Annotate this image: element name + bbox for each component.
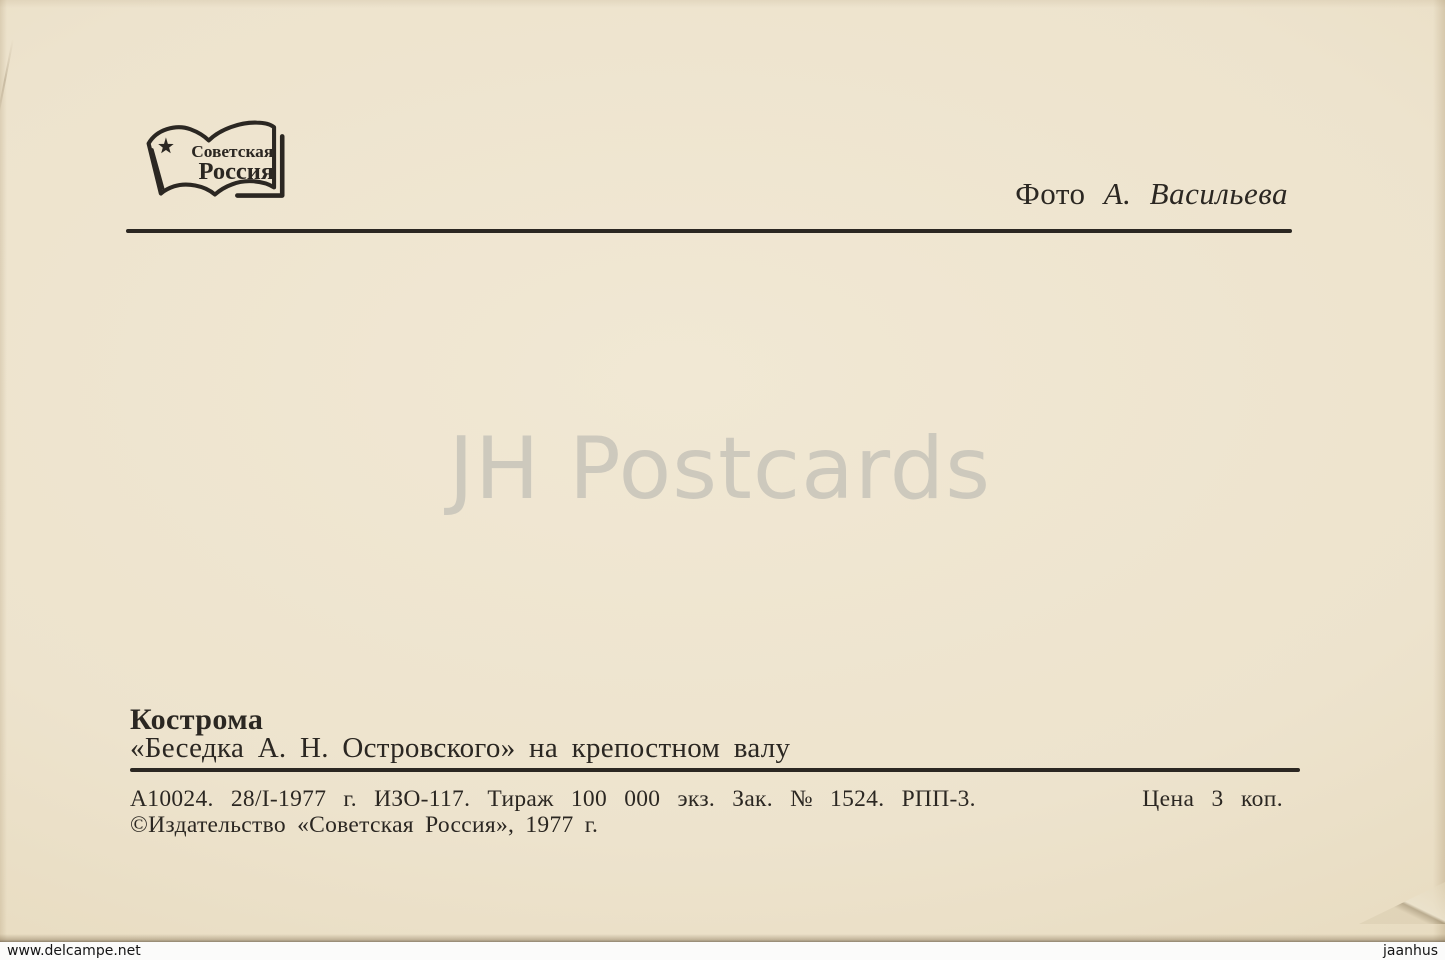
photo-credit-prefix: Фото bbox=[1015, 176, 1086, 211]
delcampe-watermark: www.delcampe.net bbox=[7, 943, 141, 959]
dealer-watermark: JH Postcards bbox=[448, 419, 992, 519]
publisher-logo bbox=[137, 117, 303, 219]
caption-title: Кострома bbox=[130, 703, 264, 736]
star-icon bbox=[158, 137, 174, 153]
publisher-name-line2: Россия bbox=[198, 158, 275, 186]
corner-crease bbox=[0, 39, 14, 122]
photo-credit bbox=[1015, 176, 1288, 212]
photographer-name: А. Васильева bbox=[1103, 176, 1288, 211]
card-edge-shadow bbox=[0, 934, 1445, 942]
price-label: Цена 3 коп. bbox=[1142, 786, 1283, 812]
divider-rule-top bbox=[126, 229, 1292, 233]
imprint-line: А10024. 28/I-1977 г. ИЗО-117. Тираж 100 000 экз. Зак. № 1524. РПП-3. bbox=[130, 786, 976, 812]
jaanhus-watermark: jaanhus bbox=[1383, 943, 1438, 959]
copyright-line: ©Издательство «Советская Россия», 1977 г. bbox=[130, 812, 599, 838]
publisher-name-line1: Советская bbox=[191, 141, 274, 161]
corner-fold bbox=[1359, 882, 1445, 924]
open-book-icon bbox=[137, 117, 303, 219]
divider-rule-bottom bbox=[130, 768, 1300, 772]
scan-footer bbox=[0, 942, 1445, 960]
caption-subtitle: «Беседка А. Н. Островского» на крепостном валу bbox=[130, 732, 791, 764]
